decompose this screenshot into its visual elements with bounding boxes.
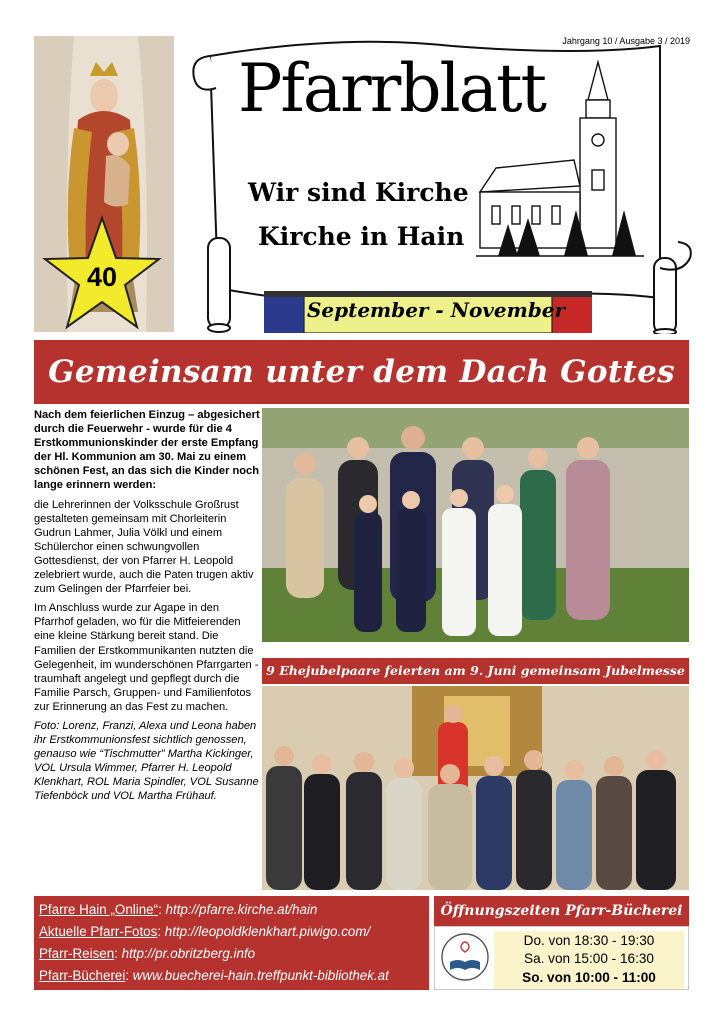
library-hours-title: Öffnungszeiten Pfarr-Bücherei [434,896,689,926]
hours-row: Sa. von 15:00 - 16:30 [524,951,654,967]
link-label[interactable]: Pfarr-Reisen [39,946,115,961]
anniversary-number: 40 [86,262,118,292]
article-paragraph-1: die Lehrerinnen der Volksschule Großrust gestalteten gemeinsam mit Chorleiterin Gudrun Lahmer, Julia Völkl und einem Schülerchor einen schwungvollen Gottesdienst, der von Pfarrer H. Leopold zelebriert wurde, auch die Paten trugen aktiv zum Gelingen der Pfarrfeier bei. [34,498,254,596]
link-label[interactable]: Pfarre Hain „Online“ [39,902,159,917]
link-url[interactable]: http://pr.obritzberg.info [121,946,256,961]
issue-info: Jahrgang 10 / Ausgabe 3 / 2019 [562,36,690,46]
article-lead: Nach dem feierlichen Einzug – abgesichert durch die Feuerwehr - wurde für die 4 Erstkommunionskinder der erste Empfang der Hl. Kommunion am 30. Mai zu einem schönen Fest, an das sich die Kinder noch lange erinnern werden: [34,409,260,492]
article-text [34,408,260,809]
book-icon [440,932,490,982]
article-paragraph-2: Im Anschluss wurde zur Agape in den Pfarrhof geladen, wo für die Mitfeierenden eine kleine Stärkung bereit stand. Die Familien der Erstkommunikanten nutzten die Gelegenheit, im wunderschönen Pfarrgarten - traumhaft angelegt und gepflegt durch die Familie Parsch, Gruppen- und Familienfotos zur Erinnerung an das Fest zu machen. [34,602,259,713]
issue-period: September - November [306,298,566,322]
hours-row: Do. von 18:30 - 19:30 [523,933,655,948]
library-hours-list [494,931,684,989]
link-label[interactable]: Pfarr-Bücherei [39,968,126,983]
photo-caption: Foto: Lorenz, Franzi, Alexa und Leona haben ihr Erstkommunionsfest sichtlich genossen, genauso wie “Tischmutter” Martha Kickinger, VOL Ursula Wimmer, Pfarrer H. Leopold Klenkhart, ROL Maria Spindler, VOL Susanne Tiefenböck und VOL Martha Frühauf. [34,719,259,803]
article-headline: Gemeinsam unter dem Dach Gottes [34,340,689,404]
subtitle-line-2: Kirche in Hain [258,222,465,251]
hours-row: So. von 10:00 - 11:00 [522,969,656,985]
link-url[interactable]: http://leopoldklenkhart.piwigo.com/ [164,924,371,939]
link-row[interactable]: Pfarre Hain „Online“: http://pfarre.kirche.at/hain [39,902,318,917]
link-row[interactable]: Pfarr-Bücherei: www.buecherei-hain.treffpunkt-bibliothek.at [39,968,389,983]
link-url[interactable]: www.buecherei-hain.treffpunkt-bibliothek.at [132,968,389,983]
links-box [34,896,429,990]
first-communion-illustration [262,408,689,642]
jubilee-couples-illustration [262,686,689,890]
link-row[interactable]: Pfarr-Reisen: http://pr.obritzberg.info [39,946,256,961]
link-label[interactable]: Aktuelle Pfarr-Fotos [39,924,158,939]
first-communion-photo [262,408,689,642]
jubilee-headline: 9 Ehejubelpaare feierten am 9. Juni gemeinsam Jubelmesse [262,658,689,684]
church-drawing [476,60,644,260]
subtitle-line-1: Wir sind Kirche [248,178,469,207]
jubilee-couples-photo [262,686,689,890]
newsletter-title: Pfarrblatt [238,50,546,127]
link-row[interactable]: Aktuelle Pfarr-Fotos: http://leopoldklenkhart.piwigo.com/ [39,924,371,939]
link-url[interactable]: http://pfarre.kirche.at/hain [165,902,318,917]
